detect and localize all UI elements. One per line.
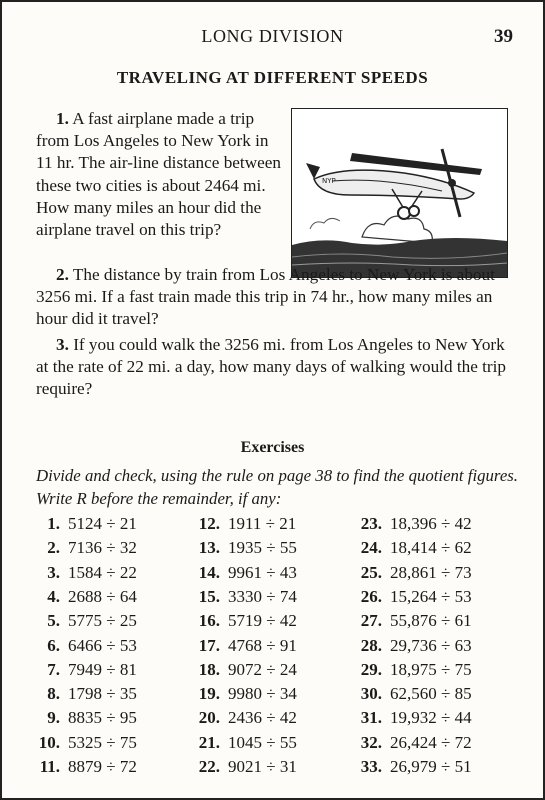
exercise-row — [32, 636, 522, 660]
exercise-number: 2. — [47, 538, 60, 558]
exercise-number: 18. — [198, 659, 220, 679]
exercise-item — [192, 611, 297, 631]
exercise-row — [32, 611, 522, 635]
exercise-item — [192, 757, 297, 777]
exercise-expression: 8879 ÷ 72 — [68, 757, 137, 776]
exercise-number: 20. — [198, 708, 220, 728]
running-head — [2, 26, 543, 52]
exercise-expression: 9021 ÷ 31 — [228, 757, 297, 776]
exercise-item — [192, 733, 297, 753]
exercise-row — [32, 708, 522, 732]
exercise-item — [354, 708, 472, 728]
exercise-expression: 7949 ÷ 81 — [68, 659, 137, 679]
exercise-number: 27. — [360, 611, 382, 631]
exercise-number: 12. — [198, 514, 220, 533]
exercise-directions: Divide and check, using the rule on page 38 to find the quotient figures. Write R before the remainder, if any: — [36, 466, 518, 508]
exercise-expression: 3330 ÷ 74 — [228, 586, 297, 606]
exercise-row — [32, 538, 522, 562]
exercise-number: 17. — [198, 635, 220, 655]
exercise-number: 1. — [47, 514, 60, 533]
exercise-item — [354, 563, 472, 583]
problem-text: The distance by train from Los Angeles to New York is about 3256 mi. If a fast train made this trip in 74 hr., how many miles an hour did it travel? — [36, 265, 495, 329]
problem-1 — [36, 108, 288, 241]
exercise-item — [32, 636, 137, 656]
exercise-item — [32, 563, 137, 583]
exercise-item — [192, 538, 297, 558]
exercise-item — [192, 636, 297, 656]
exercise-expression: 5325 ÷ 75 — [68, 732, 137, 752]
exercise-item — [354, 587, 472, 607]
exercise-expression: 2688 ÷ 64 — [68, 586, 137, 606]
airplane-illustration — [291, 108, 508, 278]
exercise-expression: 1798 ÷ 35 — [68, 684, 137, 704]
exercise-expression: 9961 ÷ 43 — [228, 562, 297, 582]
exercise-expression: 4768 ÷ 91 — [228, 635, 297, 655]
exercise-item — [354, 757, 472, 777]
exercise-expression: 5775 ÷ 25 — [68, 611, 137, 631]
svg-text:NYP: NYP — [322, 177, 336, 185]
exercise-number: 14. — [198, 562, 220, 582]
exercise-row — [32, 733, 522, 757]
exercise-number: 19. — [198, 684, 220, 704]
exercise-expression: 29,736 ÷ 63 — [390, 635, 472, 655]
exercise-item — [354, 684, 472, 704]
exercise-expression: 6466 ÷ 53 — [68, 635, 137, 655]
exercise-expression: 18,414 ÷ 62 — [390, 538, 472, 558]
exercise-number: 23. — [360, 514, 382, 533]
exercise-item — [354, 538, 472, 558]
exercise-item — [32, 514, 137, 534]
exercise-item — [192, 660, 297, 680]
section-title: TRAVELING AT DIFFERENT SPEEDS — [116, 68, 429, 87]
exercise-number: 22. — [198, 757, 220, 776]
exercise-row — [32, 660, 522, 684]
exercise-expression: 1045 ÷ 55 — [228, 732, 297, 752]
exercise-expression: 1935 ÷ 55 — [228, 538, 297, 558]
exercise-expression: 55,876 ÷ 61 — [390, 611, 472, 631]
exercise-expression: 8835 ÷ 95 — [68, 708, 137, 728]
exercise-number: 9. — [47, 708, 60, 728]
exercise-item — [192, 684, 297, 704]
exercise-row — [32, 587, 522, 611]
exercise-item — [192, 587, 297, 607]
exercise-number: 4. — [47, 586, 60, 606]
exercise-item — [32, 708, 137, 728]
exercises-heading: Exercises — [240, 439, 305, 456]
exercise-expression: 18,975 ÷ 75 — [390, 659, 472, 679]
exercise-number: 6. — [47, 635, 60, 655]
chapter-title: LONG DIVISION — [201, 26, 344, 46]
exercise-number: 30. — [360, 684, 382, 704]
exercise-number: 7. — [47, 659, 60, 679]
page-number: 39 — [494, 26, 513, 47]
exercise-expression: 18,396 ÷ 42 — [390, 514, 472, 533]
exercise-expression: 5719 ÷ 42 — [228, 611, 297, 631]
exercise-row — [32, 514, 522, 538]
exercise-item — [32, 684, 137, 704]
exercise-item — [32, 611, 137, 631]
exercise-item — [354, 733, 472, 753]
exercise-number: 11. — [39, 757, 60, 776]
exercise-number: 28. — [360, 635, 382, 655]
exercise-number: 26. — [360, 586, 382, 606]
exercise-number: 21. — [198, 732, 220, 752]
exercise-item — [192, 563, 297, 583]
exercise-expression: 26,424 ÷ 72 — [390, 732, 472, 752]
exercise-item — [354, 660, 472, 680]
exercise-expression: 15,264 ÷ 53 — [390, 586, 472, 606]
exercise-expression: 62,560 ÷ 85 — [390, 684, 472, 704]
exercise-item — [32, 757, 137, 777]
exercise-number: 8. — [47, 684, 60, 704]
exercise-row — [32, 757, 522, 781]
exercise-expression: 5124 ÷ 21 — [68, 514, 137, 533]
exercise-number: 3. — [47, 562, 60, 582]
exercise-expression: 9980 ÷ 34 — [228, 684, 297, 704]
problem-number: 2. — [56, 265, 69, 284]
exercise-expression: 9072 ÷ 24 — [228, 659, 297, 679]
exercise-expression: 2436 ÷ 42 — [228, 708, 297, 728]
exercise-expression: 1911 ÷ 21 — [228, 514, 297, 533]
exercise-item — [32, 587, 137, 607]
problem-2 — [36, 264, 516, 331]
exercise-item — [32, 660, 137, 680]
problem-number: 1. — [56, 109, 69, 128]
exercise-row — [32, 563, 522, 587]
problem-3 — [36, 334, 516, 401]
exercise-number: 13. — [198, 538, 220, 558]
exercise-item — [354, 636, 472, 656]
exercise-item — [354, 611, 472, 631]
airplane-icon — [292, 109, 507, 277]
problem-text: If you could walk the 3256 mi. from Los Angeles to New York at the rate of 22 mi. a day, how many days of walking would the trip require? — [36, 335, 506, 399]
exercise-number: 25. — [360, 562, 382, 582]
exercise-row — [32, 684, 522, 708]
exercise-item — [192, 514, 296, 534]
exercise-number: 33. — [360, 757, 382, 776]
exercise-number: 24. — [360, 538, 382, 558]
exercise-number: 5. — [47, 611, 60, 631]
exercise-number: 10. — [38, 732, 60, 752]
exercise-item — [192, 708, 297, 728]
exercise-expression: 1584 ÷ 22 — [68, 562, 137, 582]
exercise-number: 32. — [360, 732, 382, 752]
exercise-number: 31. — [360, 708, 382, 728]
exercise-item — [32, 733, 137, 753]
exercise-item — [32, 538, 137, 558]
exercise-expression: 28,861 ÷ 73 — [390, 562, 472, 582]
exercise-expression: 19,932 ÷ 44 — [390, 708, 472, 728]
problem-number: 3. — [56, 335, 69, 354]
exercise-expression: 7136 ÷ 32 — [68, 538, 137, 558]
exercise-expression: 26,979 ÷ 51 — [390, 757, 472, 776]
exercise-item — [354, 514, 472, 534]
exercise-number: 16. — [198, 611, 220, 631]
exercise-number: 29. — [360, 659, 382, 679]
exercise-number: 15. — [198, 586, 220, 606]
problem-text: A fast airplane made a trip from Los Angeles to New York in 11 hr. The air-line distance between these two cities is about 2464 mi. How many miles an hour did the airplane travel on this trip? — [36, 109, 281, 240]
